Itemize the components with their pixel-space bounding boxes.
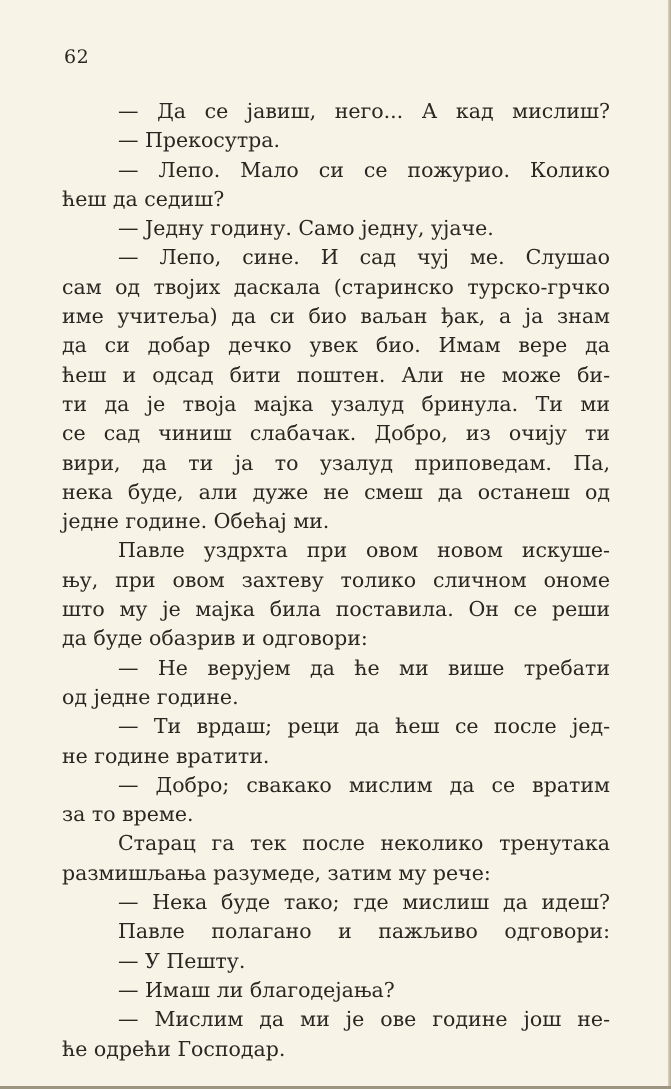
text-line: — Једну годину. Само једну, ујаче.: [118, 216, 494, 241]
text-line: се сад чиниш слабачак. Добро, из очију ти: [62, 421, 610, 446]
text-line: њу, при овом захтеву толико сличном ономе: [62, 567, 610, 592]
text-line: нека буде, али дуже не смеш да останеш од: [62, 479, 610, 504]
text-line: да си добар дечко увек био. Имам вере да: [62, 333, 610, 358]
text-line: од једне године.: [62, 684, 239, 709]
text-line: једне године. Обећај ми.: [62, 509, 330, 534]
text-line: — Лепо, сине. И сад чуј ме. Слушао: [118, 245, 610, 270]
text-line: — У Пешту.: [118, 948, 246, 973]
text-line: — Ти врдаш; реци да ћеш се после јед-: [118, 714, 610, 739]
text-line: што му је мајка била поставила. Он се реши: [62, 597, 610, 622]
text-line: ће одрећи Господар.: [62, 1036, 286, 1061]
text-line: — Лепо. Мало си се пожурио. Колико: [118, 157, 610, 182]
text-line: сам од твојих даскала (старинско турско-грчко: [62, 274, 610, 299]
text-line: — Мислим да ми је ове године још не-: [118, 1007, 610, 1032]
text-line: Павле уздрхта при овом новом искуше-: [118, 538, 610, 563]
text-line: за то време.: [62, 802, 194, 827]
text-line: да буде обазрив и одговори:: [62, 626, 368, 651]
page-number: 62: [64, 46, 90, 68]
text-line: ћеш да седиш?: [62, 186, 225, 211]
text-line: не године вратити.: [62, 743, 270, 768]
text-line: — Не верујем да ће ми више требати: [118, 655, 610, 680]
text-line: Старац га тек после неколико тренутака: [118, 831, 610, 856]
text-line: — Прекосутра.: [118, 128, 281, 153]
text-line: размишљања разумеде, затим му рече:: [62, 860, 491, 885]
text-line: ти да је твоја мајка узалуд бринула. Ти ми: [62, 391, 610, 416]
text-line: Павле полагано и пажљиво одговори:: [118, 919, 610, 944]
text-line: — Нека буде тако; где мислиш да идеш?: [118, 890, 610, 915]
body-text: [62, 97, 610, 1064]
text-line: име учитеља) да си био ваљан ђак, а ја знам: [62, 304, 610, 329]
text-line: — Добро; свакако мислим да се вратим: [118, 772, 610, 797]
text-line: вири, да ти ја то узалуд приповедам. Па,: [62, 450, 610, 475]
text-line: — Имаш ли благодејања?: [118, 977, 395, 1002]
text-line: ћеш и одсад бити поштен. Али не може би-: [62, 362, 610, 387]
text-line: — Да се јавиш, него... А кад мислиш?: [118, 99, 610, 123]
